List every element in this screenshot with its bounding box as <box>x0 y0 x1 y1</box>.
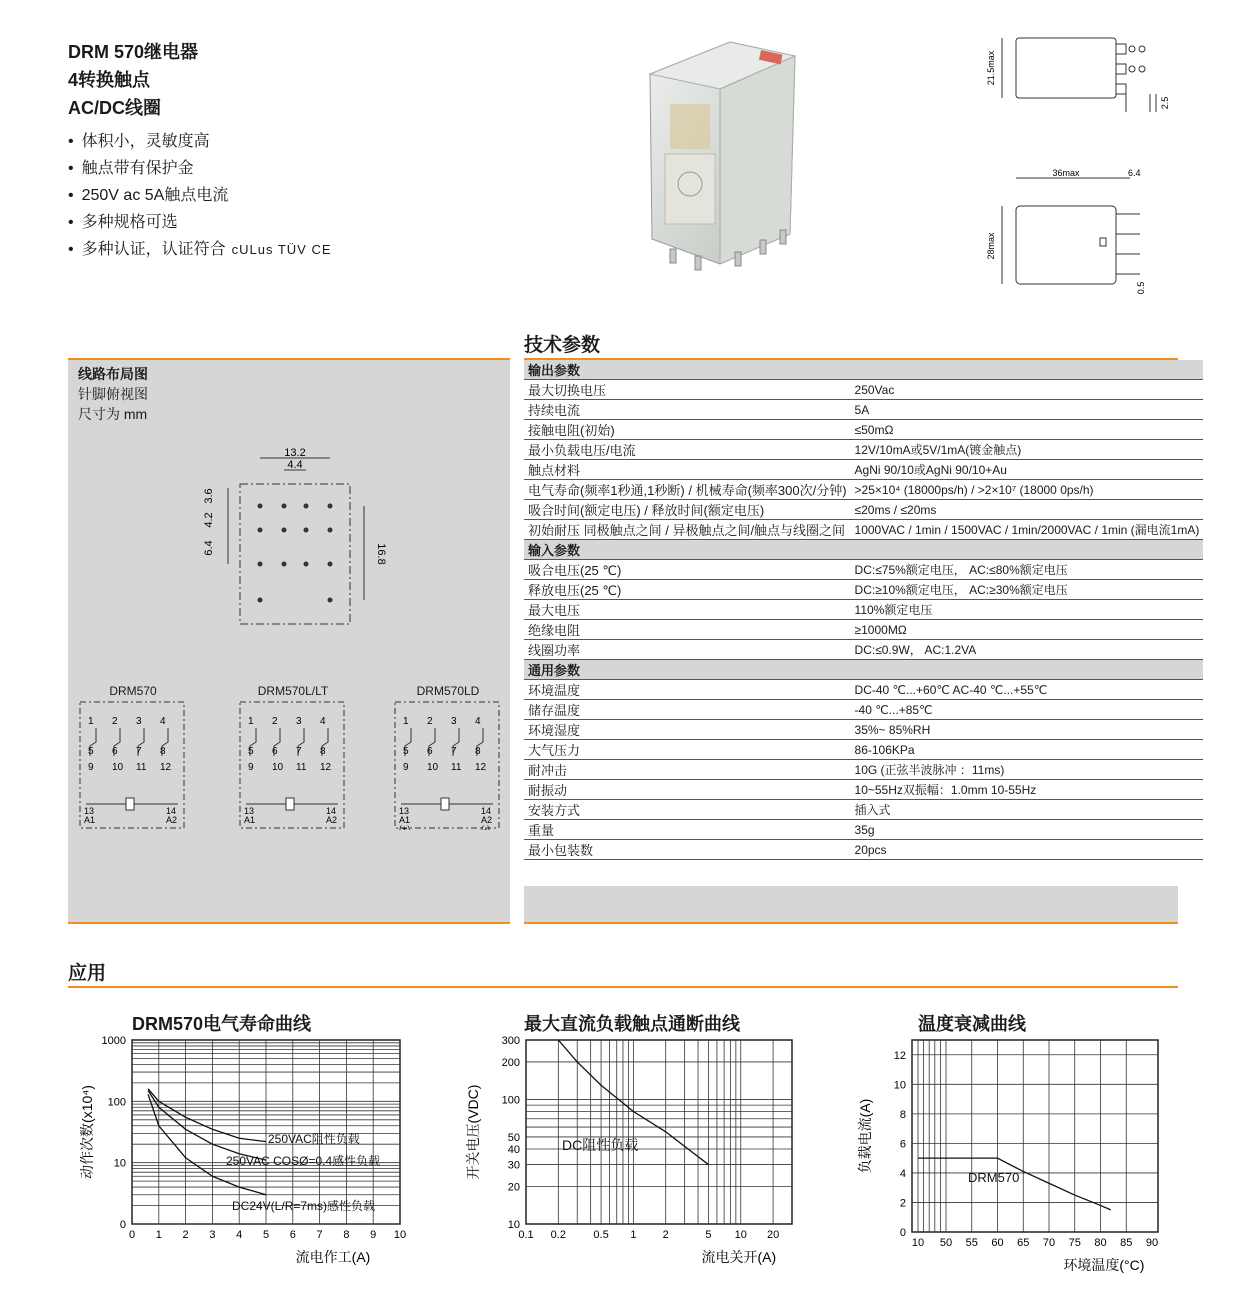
spec-param-value: 10G (正弦半波脉冲 ：11ms) <box>851 760 1204 780</box>
dim-pin-width-label: 6.4 <box>1128 168 1141 178</box>
pin-grid <box>258 504 333 603</box>
spec-param-value: 插入式 <box>851 800 1204 820</box>
pin-label: 6 <box>427 746 433 757</box>
pin-label: 2 <box>112 716 118 727</box>
wiring-panel-bottom-rule <box>68 922 510 924</box>
pin-label: 11 <box>451 762 462 773</box>
dc-load-curve-title: 最大直流负载触点通断曲线 <box>524 1014 740 1034</box>
wiring-panel-top-rule <box>68 358 510 360</box>
spec-row <box>524 820 1203 840</box>
pin-label: 11 <box>296 762 307 773</box>
pin-label: 2 <box>272 716 278 727</box>
coil-terminal-label: 14 <box>326 806 337 816</box>
series-label: DC阻性负载 <box>562 1137 639 1153</box>
plot-frame <box>912 1040 1158 1232</box>
pin-label: 3 <box>136 716 142 727</box>
y-tick-label: 50 <box>507 1131 520 1144</box>
series-label: DC24V(L/R=7ms)感性负载 <box>232 1199 376 1213</box>
x-tick-label: 1 <box>630 1229 637 1241</box>
x-tick-label: 6 <box>289 1229 296 1241</box>
spec-row <box>524 740 1203 760</box>
dim-pin-pitch: 4.4 <box>287 459 303 471</box>
spec-param-name: 最小包装数 <box>524 840 851 860</box>
y-tick-label: 40 <box>507 1144 520 1157</box>
y-tick-label: 10 <box>113 1157 126 1170</box>
y-tick-label: 8 <box>899 1108 906 1121</box>
spec-param-name: 接触电阻(初始) <box>524 420 851 440</box>
relay-photo <box>640 34 800 284</box>
x-tick-label: 70 <box>1042 1237 1056 1249</box>
life-curve-title: DRM570电气寿命曲线 <box>132 1014 312 1034</box>
dc-load-curve-chart <box>460 1030 800 1280</box>
series-label: 250VAC COSØ=0.4感性负载 <box>226 1154 381 1168</box>
spec-param-name: 吸合电压(25 ℃) <box>524 560 851 580</box>
pin-label: 8 <box>475 746 481 757</box>
spec-row <box>524 780 1203 800</box>
x-tick-label: 10 <box>734 1229 747 1241</box>
spec-row <box>524 600 1203 620</box>
x-tick-label: 8 <box>343 1229 350 1241</box>
y-tick-label: 6 <box>899 1138 906 1151</box>
y-tick-label: 20 <box>507 1181 520 1194</box>
x-tick-label: 2 <box>182 1229 189 1241</box>
spec-row <box>524 480 1203 500</box>
dimension-drawing-side <box>980 164 1180 296</box>
x-tick-label: 65 <box>1017 1237 1030 1249</box>
x-axis-label: 环境温度(°C) <box>1063 1257 1145 1273</box>
pin-label: 6 <box>272 746 278 757</box>
coil-terminal-label: (-) <box>481 824 490 830</box>
spec-param-value: 110%额定电压 <box>851 600 1204 620</box>
coil-terminal-label: (+) <box>399 824 411 830</box>
dim-side-height-label: 28max <box>986 232 996 260</box>
y-tick-label: 300 <box>501 1035 520 1047</box>
feature-item <box>68 236 488 263</box>
pin-label: 10 <box>112 762 124 773</box>
application-rule <box>68 986 1178 988</box>
plot-frame <box>526 1040 792 1224</box>
spec-section-header <box>524 660 1203 680</box>
y-tick-label: 10 <box>893 1079 906 1092</box>
pin-label: 9 <box>88 762 94 773</box>
coil-terminal-label: A2 <box>481 815 493 825</box>
product-title: DRM 570继电器 <box>68 42 199 62</box>
temp-derating-chart <box>850 1030 1180 1280</box>
spec-section-header <box>524 360 1203 380</box>
wiring-title: 线路布局图 <box>78 366 148 382</box>
x-tick-label: 85 <box>1120 1237 1133 1249</box>
spec-param-name: 最大电压 <box>524 600 851 620</box>
top-view-drawing <box>980 32 1180 122</box>
spec-row <box>524 720 1203 740</box>
side-view-drawing <box>980 164 1180 296</box>
dimension-drawing-top <box>980 32 1180 122</box>
pin-label: 3 <box>451 716 457 727</box>
pin-label: 7 <box>296 746 302 757</box>
spec-param-value: DC:≤0.9W， AC:1.2VA <box>851 640 1204 660</box>
circuit-schematic <box>238 698 348 830</box>
spec-section-name: 输入参数 <box>524 540 1203 560</box>
spec-param-name: 持续电流 <box>524 400 851 420</box>
spec-param-name: 环境温度 <box>524 680 851 700</box>
pin-label: 1 <box>88 716 94 727</box>
circuit-diagram <box>393 684 503 834</box>
feature-item: • 体积小，灵敏度高 <box>68 128 488 155</box>
tech-footer-bar <box>524 886 1178 924</box>
y-tick-label: 0 <box>899 1227 906 1239</box>
spec-param-value: 12V/10mA或5V/1mA(镀金触点) <box>851 440 1204 460</box>
circuit-schematic <box>78 698 188 830</box>
pin-label: 11 <box>136 762 147 773</box>
wiring-unit: 尺寸为 mm <box>78 406 148 422</box>
spec-param-name: 吸合时间(额定电压) / 释放时间(额定电压) <box>524 500 851 520</box>
pin-label: 5 <box>248 746 254 757</box>
pin-label: 8 <box>160 746 166 757</box>
spec-param-value: 10~55Hz双振幅：1.0mm 10-55Hz <box>851 780 1204 800</box>
x-tick-label: 3 <box>209 1229 216 1241</box>
pin-label: 10 <box>427 762 439 773</box>
circuit-name: DRM570L/LT <box>257 684 329 698</box>
dim-width-label: 36max <box>1052 168 1080 178</box>
socket-outline <box>240 484 350 624</box>
temp-derating-title: 温度衰减曲线 <box>918 1014 1026 1034</box>
x-axis-label: 流电关开(A) <box>701 1249 777 1265</box>
y-tick-label: 1000 <box>101 1035 126 1047</box>
feature-list <box>68 128 488 263</box>
spec-param-value: 5A <box>851 400 1204 420</box>
product-subtitle-coil: AC/DC线圈 <box>68 98 161 118</box>
spec-param-value: >25×10⁴ (18000ps/h) / >2×10⁷ (18000 0ps/h) <box>851 480 1204 500</box>
spec-param-name: 环境湿度 <box>524 720 851 740</box>
spec-param-name: 耐冲击 <box>524 760 851 780</box>
spec-param-value: 20pcs <box>851 840 1204 860</box>
pin-label: 4 <box>475 716 481 727</box>
spec-row <box>524 460 1203 480</box>
spec-section-name: 输出参数 <box>524 360 1203 380</box>
y-tick-label: 30 <box>507 1159 520 1172</box>
x-tick-label: 80 <box>1094 1237 1107 1249</box>
x-tick-label: 1 <box>155 1229 162 1241</box>
circuit-diagram <box>78 684 188 834</box>
spec-param-value: 86-106KPa <box>851 740 1204 760</box>
spec-row <box>524 640 1203 660</box>
spec-param-name: 重量 <box>524 820 851 840</box>
spec-row <box>524 380 1203 400</box>
pin-label: 10 <box>272 762 284 773</box>
dim-pin-label: 2.5 <box>1160 96 1170 110</box>
x-tick-label: 5 <box>262 1229 270 1241</box>
spec-param-value: DC:≥10%额定电压， AC:≥30%额定电压 <box>851 580 1204 600</box>
coil-terminal-label: A1 <box>244 815 256 825</box>
x-tick-label: 0.5 <box>593 1229 609 1241</box>
spec-row <box>524 680 1203 700</box>
spec-param-name: 大气压力 <box>524 740 851 760</box>
coil-terminal-label: 13 <box>244 806 255 816</box>
wiring-panel <box>68 358 510 924</box>
dim-row2: 4.2 <box>203 512 215 528</box>
pin-label: 3 <box>296 716 302 727</box>
spec-table <box>524 360 1203 860</box>
feature-item: • 多种规格可选 <box>68 209 488 236</box>
spec-row <box>524 420 1203 440</box>
y-tick-label: 100 <box>501 1094 520 1107</box>
spec-row <box>524 580 1203 600</box>
circuit-diagram <box>238 684 348 834</box>
spec-param-value: ≥1000MΩ <box>851 620 1204 640</box>
x-tick-label: 50 <box>939 1237 953 1249</box>
x-tick-label: 4 <box>236 1229 243 1241</box>
pin-layout-diagram <box>188 444 398 644</box>
x-tick-label: 75 <box>1068 1237 1081 1249</box>
spec-row <box>524 760 1203 780</box>
pin-label: 9 <box>403 762 409 773</box>
spec-param-value: DC-40 ℃...+60℃ AC-40 ℃...+55℃ <box>851 680 1204 700</box>
coil-terminal-label: A1 <box>84 815 96 825</box>
feature-item: • 250V ac 5A触点电流 <box>68 182 488 209</box>
tech-panel <box>524 358 1200 860</box>
spec-param-value: -40 ℃...+85℃ <box>851 700 1204 720</box>
dim-height: 16.8 <box>375 543 387 565</box>
x-tick-label: 0.2 <box>550 1229 566 1241</box>
spec-row <box>524 700 1203 720</box>
coil-terminal-label: A2 <box>166 815 178 825</box>
spec-row <box>524 520 1203 540</box>
spec-param-name: 电气寿命(频率1秒通,1秒断) / 机械寿命(频率300次/分钟) <box>524 480 851 500</box>
spec-param-value: ≤50mΩ <box>851 420 1204 440</box>
pin-label: 5 <box>88 746 94 757</box>
pin-label: 12 <box>160 762 172 773</box>
x-tick-label: 60 <box>991 1237 1004 1249</box>
x-tick-label: 10 <box>393 1229 407 1241</box>
dim-row1: 3.6 <box>203 488 215 504</box>
pin-label: 1 <box>403 716 409 727</box>
x-tick-label: 2 <box>662 1229 669 1241</box>
coil-terminal-label: 14 <box>481 806 492 816</box>
feature-item-text: 多种认证，认证符合 <box>81 241 226 258</box>
coil-terminal-label: A2 <box>326 815 338 825</box>
wiring-subtitle: 针脚俯视图 <box>78 386 148 402</box>
y-tick-label: 10 <box>507 1219 520 1231</box>
spec-param-value: ≤20ms / ≤20ms <box>851 500 1204 520</box>
product-subtitle-contacts: 4转换触点 <box>68 70 151 90</box>
coil-terminal-label: 13 <box>84 806 95 816</box>
y-axis-label: 动作次数(x10⁴) <box>79 1085 95 1179</box>
pin-label: 12 <box>475 762 487 773</box>
spec-param-value: 250Vac <box>851 380 1204 400</box>
spec-row <box>524 500 1203 520</box>
coil-terminal-label: A1 <box>399 815 411 825</box>
y-tick-label: 4 <box>899 1167 906 1180</box>
x-tick-label: 9 <box>370 1229 377 1241</box>
x-tick-label: 5 <box>705 1229 712 1241</box>
spec-row <box>524 620 1203 640</box>
y-tick-label: 0 <box>119 1219 126 1231</box>
circuit-name: DRM570 <box>109 684 157 698</box>
application-title: 应用 <box>68 963 107 984</box>
spec-param-name: 安装方式 <box>524 800 851 820</box>
spec-param-name: 线圈功率 <box>524 640 851 660</box>
spec-param-name: 绝缘电阻 <box>524 620 851 640</box>
spec-param-value: AgNi 90/10或AgNi 90/10+Au <box>851 460 1204 480</box>
x-tick-label: 55 <box>965 1237 978 1249</box>
x-tick-label: 10 <box>911 1237 925 1249</box>
dim-height-label: 21.5max <box>986 50 996 86</box>
y-tick-label: 2 <box>899 1197 906 1210</box>
spec-param-name: 触点材料 <box>524 460 851 480</box>
pin-label: 4 <box>160 716 166 727</box>
pin-label: 9 <box>248 762 254 773</box>
pin-label: 2 <box>427 716 433 727</box>
y-tick-label: 12 <box>893 1049 906 1062</box>
circuit-name: DRM570LD <box>416 684 480 698</box>
x-tick-label: 0 <box>128 1229 136 1241</box>
spec-param-name: 耐振动 <box>524 780 851 800</box>
spec-param-value: 35%~ 85%RH <box>851 720 1204 740</box>
spec-row <box>524 560 1203 580</box>
coil-terminal-label: 13 <box>399 806 410 816</box>
pin-label: 6 <box>112 746 118 757</box>
feature-item: • 触点带有保护金 <box>68 155 488 182</box>
dim-row3: 6.4 <box>203 540 215 556</box>
dim-pin-span: 13.2 <box>284 447 306 459</box>
coil-terminal-label: 14 <box>166 806 177 816</box>
y-tick-label: 100 <box>107 1096 126 1109</box>
dim-side-pin-label: 0.5 <box>1136 281 1146 295</box>
product-header <box>68 38 488 263</box>
x-axis-label: 流电作工(A) <box>295 1249 371 1265</box>
x-tick-label: 7 <box>316 1229 323 1241</box>
y-axis-label: 负载电流(A) <box>857 1098 873 1174</box>
pin-label: 5 <box>403 746 409 757</box>
spec-param-name: 释放电压(25 ℃) <box>524 580 851 600</box>
pin-label: 7 <box>451 746 457 757</box>
x-tick-label: 0.1 <box>518 1229 534 1241</box>
spec-row <box>524 840 1203 860</box>
relay-photo-illustration <box>640 34 800 284</box>
spec-row <box>524 800 1203 820</box>
spec-param-name: 初始耐压 同极触点之间 / 异极触点之间/触点与线圈之间 <box>524 520 851 540</box>
spec-param-name: 储存温度 <box>524 700 851 720</box>
spec-param-value: DC:≤75%额定电压， AC:≤80%额定电压 <box>851 560 1204 580</box>
pin-label: 1 <box>248 716 254 727</box>
x-tick-label: 90 <box>1145 1237 1159 1249</box>
y-axis-label: 开关电压(VDC) <box>465 1084 481 1180</box>
pin-label: 12 <box>320 762 332 773</box>
pin-label: 8 <box>320 746 326 757</box>
spec-row <box>524 440 1203 460</box>
y-tick-label: 200 <box>501 1056 520 1069</box>
tech-title: 技术参数 <box>524 335 601 356</box>
spec-section-header <box>524 540 1203 560</box>
series-label: 250VAC阻性负载 <box>268 1132 360 1146</box>
spec-row <box>524 400 1203 420</box>
spec-param-value: 35g <box>851 820 1204 840</box>
certification-marks: cULus TÜV CE <box>231 242 332 257</box>
spec-section-name: 通用参数 <box>524 660 1203 680</box>
pin-label: 4 <box>320 716 326 727</box>
series-label: DRM570 <box>968 1170 1020 1185</box>
pin-label: 7 <box>136 746 142 757</box>
circuit-schematic <box>393 698 503 830</box>
spec-param-name: 最小负载电压/电流 <box>524 440 851 460</box>
life-curve-chart <box>70 1030 420 1280</box>
spec-param-name: 最大切换电压 <box>524 380 851 400</box>
x-tick-label: 20 <box>766 1229 780 1241</box>
spec-param-value: 1000VAC / 1min / 1500VAC / 1min/2000VAC / 1min (漏电流1mA) <box>851 520 1204 540</box>
